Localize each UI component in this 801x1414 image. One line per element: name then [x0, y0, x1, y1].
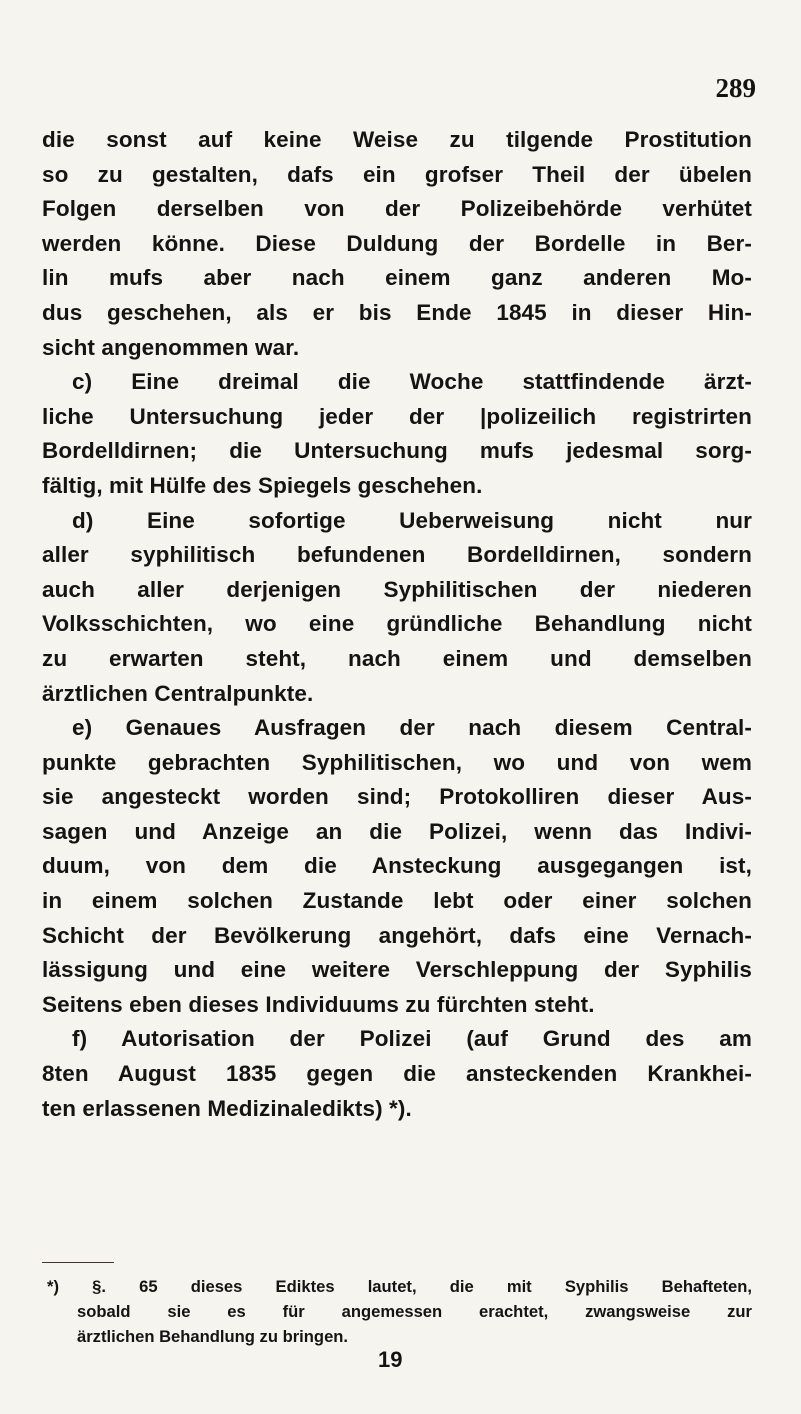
- text-line: lin mufs aber nach einem ganz anderen Mo-: [42, 265, 752, 291]
- text-line: Bordelldirnen; die Untersuchung mufs jedesmal sorg-: [42, 438, 752, 464]
- text-line: sicht angenommen war.: [42, 334, 300, 360]
- text-line: Seitens eben dieses Individuums zu fürchten steht.: [42, 991, 595, 1017]
- text-line: duum, von dem die Ansteckung ausgegangen ist,: [42, 853, 752, 879]
- signature-mark: 19: [378, 1347, 403, 1372]
- list-item-f: f) Autorisation der Polizei (auf Grund des am: [72, 1026, 752, 1052]
- text-line: lässigung und eine weitere Verschleppung der Syphilis: [42, 957, 752, 983]
- text-line: Schicht der Bevölkerung angehört, dafs eine Vernach-: [42, 922, 752, 948]
- footnote-divider: [42, 1262, 114, 1263]
- text-line: liche Untersuchung jeder der |polizeilich registrirten: [42, 403, 752, 429]
- text-line: sie angesteckt worden sind; Protokolliren dieser Aus-: [42, 784, 752, 810]
- text-line: 8ten August 1835 gegen die ansteckenden Krankhei-: [42, 1061, 752, 1087]
- text-line: punkte gebrachten Syphilitischen, wo und von wem: [42, 749, 752, 775]
- footnote-line: ärztlichen Behandlung zu bringen.: [77, 1327, 349, 1347]
- footnote: [47, 1274, 752, 1350]
- body-text: [42, 123, 752, 1126]
- footnote-line: sobald sie es für angemessen erachtet, zwangsweise zur: [77, 1302, 752, 1322]
- footnote-line: *) §. 65 dieses Ediktes lautet, die mit Syphilis Behafteten,: [47, 1277, 752, 1296]
- text-line: dus geschehen, als er bis Ende 1845 in dieser Hin-: [42, 299, 752, 325]
- text-line: ten erlassenen Medizinaledikts) *).: [42, 1095, 412, 1121]
- text-line: zu erwarten steht, nach einem und demselben: [42, 645, 752, 671]
- text-line: Folgen derselben von der Polizeibehörde verhütet: [42, 196, 752, 222]
- text-line: sagen und Anzeige an die Polizei, wenn das Indivi-: [42, 818, 752, 844]
- list-item-c: c) Eine dreimal die Woche stattfindende ärzt-: [72, 369, 752, 395]
- text-line: ärztlichen Centralpunkte.: [42, 680, 314, 706]
- text-line: aller syphilitisch befundenen Bordelldirnen, sondern: [42, 542, 752, 568]
- text-line: werden könne. Diese Duldung der Bordelle in Ber-: [42, 230, 752, 256]
- text-line: in einem solchen Zustande lebt oder einer solchen: [42, 888, 752, 914]
- text-line: die sonst auf keine Weise zu tilgende Prostitution: [42, 127, 752, 152]
- list-item-d: d) Eine sofortige Ueberweisung nicht nur: [72, 507, 752, 533]
- text-line: Volksschichten, wo eine gründliche Behandlung nicht: [42, 611, 752, 637]
- text-line: auch aller derjenigen Syphilitischen der niederen: [42, 576, 752, 602]
- text-line: so zu gestalten, dafs ein grofser Theil der übelen: [42, 161, 752, 187]
- list-item-e: e) Genaues Ausfragen der nach diesem Central-: [72, 715, 752, 741]
- text-line: fältig, mit Hülfe des Spiegels geschehen.: [42, 472, 483, 498]
- page-number: 289: [715, 73, 756, 103]
